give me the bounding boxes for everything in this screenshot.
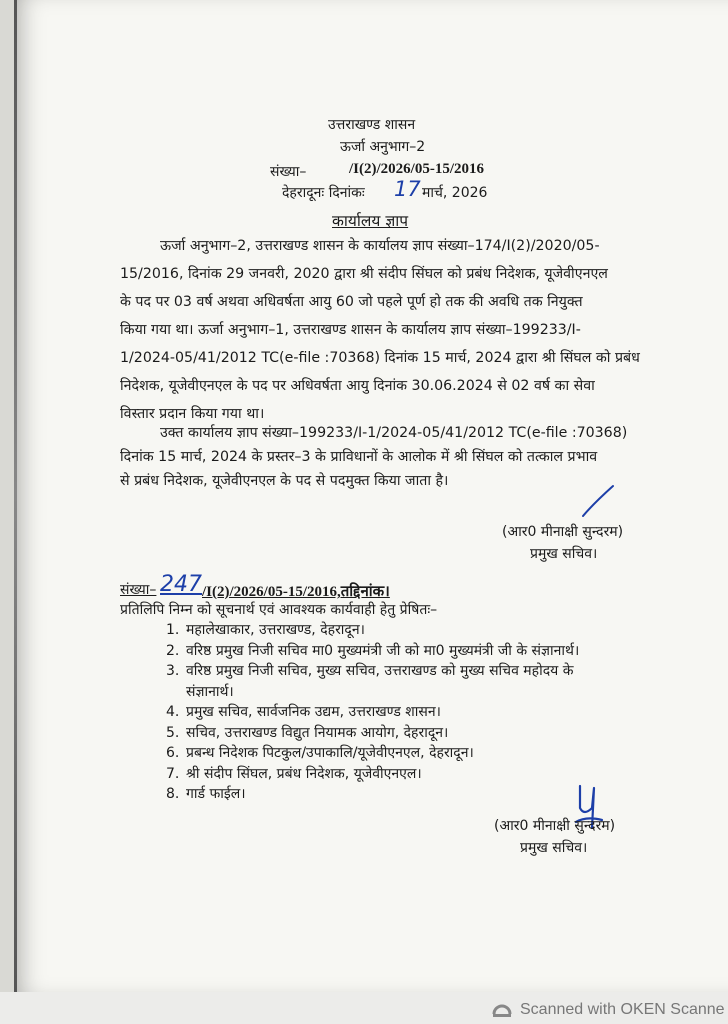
list-item: 1. महालेखाकार, उत्तराखण्ड, देहरादून। <box>166 622 365 638</box>
list-item: 7. श्री संदीप सिंघल, प्रबंध निदेशक, यूजेवीएनएल। <box>166 765 422 782</box>
list-item: 3. वरिष्ठ प्रमुख निजी सचिव, मुख्य सचिव, उत्तराखण्ड को मुख्य सचिव महोदय के <box>166 663 574 679</box>
signatory-name-2: (आर0 मीनाक्षी सुन्दरम) <box>494 818 616 834</box>
list-item: 2. वरिष्ठ प्रमुख निजी सचिव मा0 मुख्यमंत्री जी को मा0 मुख्यमंत्री जी के संज्ञानार्थ। <box>166 642 580 659</box>
list-item: 6. प्रबन्ध निदेशक पिटकुल/उपाकालि/यूजेवीएनएल, देहरादून। <box>166 745 474 761</box>
copy-ref-label: संख्या– <box>120 582 157 598</box>
signatory-name-1: (आर0 मीनाक्षी सुन्दरम) <box>502 524 624 540</box>
list-item: 5. सचिव, उत्तराखण्ड विद्युत नियामक आयोग, देहरादून। <box>166 724 449 741</box>
signature-mark-1 <box>579 482 619 522</box>
paragraph-1 <box>120 232 676 428</box>
place-date-label: देहरादूनः दिनांकः <box>282 185 365 201</box>
signatory-designation-1: प्रमुख सचिव। <box>530 546 598 562</box>
paragraph-line: निदेशक, यूजेवीएनएल के पद पर अधिवर्षता आयु दिनांक 30.06.2024 से 02 वर्ष का सेवा <box>120 378 595 394</box>
list-item: 4. प्रमुख सचिव, सार्वजनिक उद्यम, उत्तराखण्ड शासन। <box>166 704 441 720</box>
paragraph-line: के पद पर 03 वर्ष अथवा अधिवर्षता आयु 60 जो पहले पूर्ण हो तक की अवधि तक नियुक्त <box>120 294 583 310</box>
government-name: उत्तराखण्ड शासन <box>328 117 416 133</box>
copy-ref-number: /I(2)/2026/05-15/2016,तद्दिनांक। <box>202 584 390 600</box>
list-item: 8. गार्ड फाईल। <box>166 786 246 802</box>
paragraph-line: दिनांक 15 मार्च, 2024 के प्रस्तर–3 के प्राविधानों के आलोक में श्री सिंघल को तत्काल प्रभाव <box>120 449 598 465</box>
paragraph-line: 1/2024-05/41/2012 TC(e-file :70368) दिनांक 15 मार्च, 2024 द्वारा श्री सिंघल को प्रबंध <box>120 350 640 366</box>
list-item: संज्ञानार्थ। <box>186 683 234 700</box>
paragraph-line: उक्त कार्यालय ज्ञाप संख्या–199233/I-1/2024-05/41/2012 TC(e-file :70368) <box>160 425 628 441</box>
month-year: मार्च, 2026 <box>422 185 488 201</box>
reference-label: संख्या– <box>270 164 307 180</box>
paragraph-line: ऊर्जा अनुभाग–2, उत्तराखण्ड शासन के कार्यालय ज्ञाप संख्या–174/I(2)/2020/05- <box>160 238 600 254</box>
handwritten-copy-number: 247 <box>160 572 202 597</box>
scanner-logo-icon <box>492 1002 512 1018</box>
paragraph-line: विस्तार प्रदान किया गया था। <box>120 406 265 422</box>
paragraph-line: 15/2016, दिनांक 29 जनवरी, 2020 द्वारा श्री संदीप सिंघल को प्रबंध निदेशक, यूजेवीएनएल <box>120 266 608 282</box>
page-binding-edge <box>14 0 17 992</box>
scanner-watermark: Scanned with OKEN Scanne <box>520 1001 725 1018</box>
recipients-list <box>166 620 579 805</box>
department-name: ऊर्जा अनुभाग–2 <box>340 139 426 155</box>
signatory-designation-2: प्रमुख सचिव। <box>520 840 588 856</box>
handwritten-day: 17 <box>394 177 421 201</box>
copy-intro: प्रतिलिपि निम्न को सूचनार्थ एवं आवश्यक कार्यवाही हेतु प्रेषितः– <box>120 602 438 618</box>
document-page <box>14 0 728 992</box>
paragraph-line: से प्रबंध निदेशक, यूजेवीएनएल के पद से पदमुक्त किया जाता है। <box>120 473 449 489</box>
reference-number: /I(2)/2026/05-15/2016 <box>349 161 484 177</box>
paragraph-line: किया गया था। ऊर्जा अनुभाग–1, उत्तराखण्ड शासन के कार्यालय ज्ञाप संख्या–199233/I- <box>120 322 581 338</box>
document-title: कार्यालय ज्ञाप <box>332 212 409 230</box>
